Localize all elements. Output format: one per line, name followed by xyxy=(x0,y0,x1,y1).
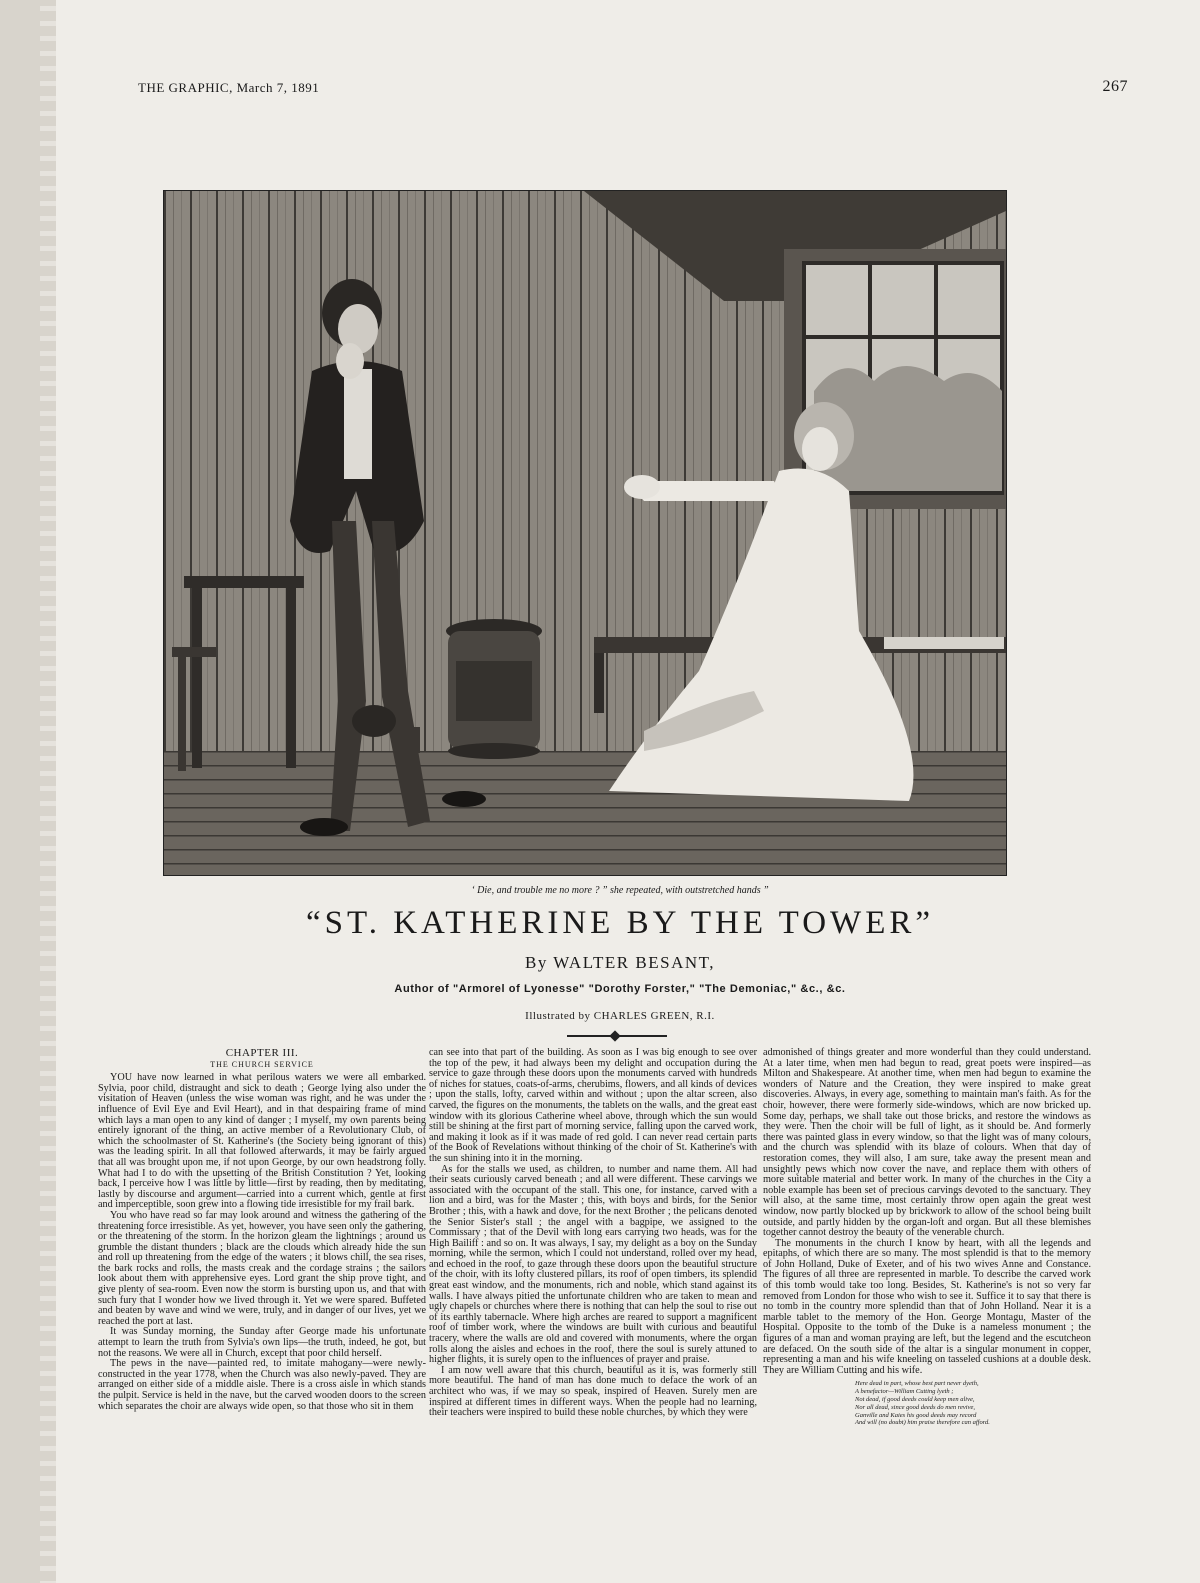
publication-dateline: THE GRAPHIC, March 7, 1891 xyxy=(138,80,320,95)
paragraph: The pews in the nave—painted red, to imitate mahogany—were newly-constructed in the year 1778, when the Church was also newly-paved. They are arranged on either side of a middle aisle. There is a cross aisle in which stands the pulpit. Service is held in the nave, but the carved wooden doors to the screen which separates the choir are always wide open, so that those who sit in them xyxy=(98,1358,426,1412)
chapter-heading: CHAPTER III. xyxy=(225,1047,299,1059)
stove xyxy=(446,619,542,759)
paragraph: You who have read so far may look around and witness the gathering of the threatening force irresistible. As yet, however, you have seen only the gathering, or the threatening of the storm. In the horizon gleam the lightnings ; around us grumble the distant thunders ; black are the clouds which already hide the sun and roll up threatening from the edge of the waters ; it blows chill, the sea rises, the bark rocks and rolls, the masts creak and the cordage strains ; the sailors look about them with apprehensive eyes. Lord grant the ship prove tight, and give plenty of sea-room. Even now the storm is bursting upon us, and that with such fury that I wonder how we lived through it. Yet we were spared. Buffeted and beaten by wave and wind we were, truly, and in danger of our lives, yet we reached the port at last. xyxy=(98,1209,426,1327)
byline: By WALTER BESANT, xyxy=(524,953,715,972)
author-credits: Author of "Armorel of Lyonesse" "Dorothy Forster," "The Demoniac," &c., &c. xyxy=(394,983,846,995)
paragraph: can see into that part of the building. As soon as I was big enough to see over the top of the pew, it had always been my delight and occupation during the service to gaze through these doors upon the monuments carved with hundreds of niches for statues, coats-of-arms, cherubims, flowers, and all kinds of devices ; upon the stalls, lofty, carved within and without ; upon the altar screen, also carved, the figures on the monuments, the tablets on the walls, and the great east window with its glorious Catherine wheel above, through which the sun would still be shining at the first part of morning service, falling upon the carved work, and making it look as if it was made of red gold. I can never read certain parts of the Book of Revelations without thinking of the choir of St. Katherine's with the sun shining into it in the morning. xyxy=(429,1047,757,1164)
engraving-scene xyxy=(164,191,1006,875)
verse-line: Ganville and Kaies his good deeds may record xyxy=(855,1411,977,1419)
paragraph: It was Sunday morning, the Sunday after George made his unfortunate attempt to learn the truth from Sylvia's own lips—the truth, indeed, he got, but not the reasons. We were all in Church, except that poor child herself. xyxy=(98,1326,426,1359)
text-column-3 xyxy=(763,1048,1091,1427)
paragraph: YOU have now learned in what perilous waters we were all embarked. Sylvia, poor child, distraught and sick to death ; George lying also under the visitation of Heaven (unless the wise woman was right, and he was under the influence of Evil Eye and Evil Heart), and in that despairing frame of mind which lays a man open to any kind of danger ; I myself, my own parents being entirely ignorant of the thing, an active member of a Revolutionary Club, of which the schoolmaster of St. Katherine's (the Society being ignorant of this) was the leading spirit. In all that followed afterwards, it may be fairly argued that all was brought upon me, if not upon George, by our own headstrong folly. What had I to do with the upsetting of the British Constitution ? Yet, looking back, I perceive how I was little by little—first by reading, then by meditating, lastly by discourse and argument—carried into a current which, gentle at first and imperceptible, soon grew into a flowing tide irresistible for my frail bark. xyxy=(98,1072,426,1211)
verse-line: And will (no doubt) him praise therefore can afford. xyxy=(855,1419,990,1427)
paragraph: I am now well aware that this church, beautiful as it is, was formerly still more beautiful. The hand of man has done much to deface the work of an architect who was, if we may so speak, inspired of Heaven. Surely men are inspired at different times in different ways. When the people had no learning, their teachers were inspired to build these noble churches, by which they were xyxy=(429,1364,757,1419)
text-column-1 xyxy=(98,1048,426,1412)
verse-line: Here dead in part, whose best part never dyeth, xyxy=(855,1380,979,1388)
verse-line: A benefactor—William Cutting lyeth ; xyxy=(855,1388,954,1396)
illustrator-credit: Illustrated by CHARLES GREEN, R.I. xyxy=(525,1010,715,1022)
article-title: “ST. KATHERINE BY THE TOWER” xyxy=(305,905,935,941)
illustration-caption: ‘ Die, and trouble me no more ? ” she repeated, with outstretched hands ” xyxy=(471,885,769,896)
torn-edge xyxy=(40,0,56,1583)
paragraph: admonished of things greater and more wonderful than they could understand. At a later time, when men had begun to read, great poets were inspired—as Milton and Shakespeare. At another time, when men had begun to examine the wonders of Nature and the Creation, they were inspired to make great discoveries. Always, in every age, something to maintain man's faith. As for the choir, however, there were formerly side-windows, which are now bricked up. Some day, perhaps, we shall take out those bricks, and restore the windows as they were. Then the choir will be full of light, as it should be. And formerly there was painted glass in every window, so that the light was of many colours, and the church was splendid with its blaze of colours. When that day of restoration comes, they will also, I am sure, take away the present mean and unsightly pews which now cover the nave, and replace them with others of more suitable material and better work. In many of the churches in the City a noble example has been set of precious carvings devoted to the sanctuary. They will also, at the same time, most certainly throw open again the great west window, now partly blocked up by brickwork to allow of the school being built outside, and partly hidden by the organ-loft and organ. But all these blemishes together cannot destroy the beauty of the venerable church. xyxy=(763,1047,1091,1239)
ornamental-rule xyxy=(567,1035,667,1037)
chapter-title: THE CHURCH SERVICE xyxy=(210,1059,314,1069)
paragraph: As for the stalls we used, as children, to number and name them. All had their seats curiously carved beneath ; and all were different. These carvings we associated with the occupant of the stall. This one, for instance, carved with a lion and a bird, was for the Master ; this, with boys and birds, for the Senior Brother ; this, with a hawk and dove, for the next Brother ; the pelicans denoted the Senior Sister's stall ; the angel with a bagpipe, we assigned to the Commissary ; that of the Devil with long ears carrying two heads, was for the High Bailiff : and so on. It was always, I say, my delight as a boy on the Sunday morning, while the sermon, which I could not understand, rolled over my head, and echoed in the roof, to gaze through these doors upon the beautiful structure of the choir, with its lofty clustered pillars, its roof of open timbers, its splendid great east window, and the monuments, rich and noble, which stand against its walls. I have always pitied the unfortunate children who are taken to mean and ugly chapels or churches where there is nothing that can help the soul to rise out of its earthly tabernacle. Where high arches are reared to support a magnificent roof of timber work, where the windows are built with curious and beautiful tracery, where the walls are old and covered with monuments, where the organ rolls along the aisles and echoes in the roof, there the soul is surely attuned to higher flights, it is surely open to the influences of prayer and praise. xyxy=(429,1163,757,1366)
newspaper-page xyxy=(40,0,1200,1583)
engraving-illustration xyxy=(163,190,1007,876)
epitaph-verse xyxy=(763,1380,1091,1427)
page-number: 267 xyxy=(1102,78,1128,95)
paragraph: The monuments in the church I know by heart, with all the legends and epitaphs, of which there are so many. The most splendid is that to the memory of John Holland, Duke of Exeter, and of his two wives Anne and Constance. The figures of all three are represented in marble. To describe the carved work of this tomb would take too long. Besides, St. Katherine's is not so very far removed from London for those who wish to see it. Suffice it to say that there is no tomb in the country more splendid than that of John Holland. Near it is a marble tablet to the memory of the Hon. George Montagu, Master of the Hospital. Opposite to the tomb of the Duke is a nameless monument ; the figures of a man and woman praying are left, but the legend and the escutcheon are defaced. On the south side of the altar is a singular monument in copper, representing a man and his wife kneeling on tasseled cushions at a double desk. They are William Cutting and his wife. xyxy=(763,1237,1091,1376)
page-header xyxy=(138,80,1128,100)
verse-line: Not dead, if good deeds could keep men alive, xyxy=(855,1396,975,1403)
text-column-2 xyxy=(429,1048,757,1419)
verse-line: Nor all dead, since good deeds do men revive, xyxy=(855,1403,975,1411)
